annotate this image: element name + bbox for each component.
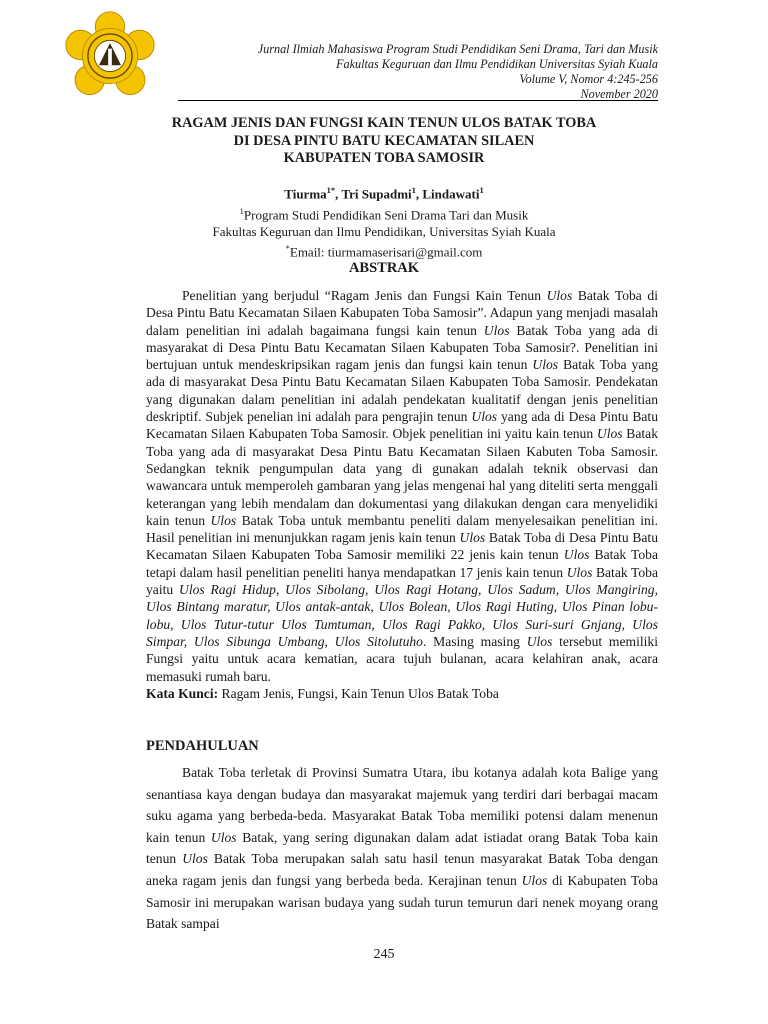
journal-volume: Volume V, Nomor 4:245-256 bbox=[519, 72, 658, 86]
keywords-label: Kata Kunci: bbox=[146, 685, 219, 701]
journal-header bbox=[258, 42, 658, 102]
intro-italic: Ulos bbox=[210, 829, 237, 845]
author-names bbox=[110, 182, 658, 203]
intro-italic: Ulos bbox=[182, 851, 208, 867]
universitas-syiah-kuala-logo bbox=[64, 10, 156, 102]
title-line-1: RAGAM JENIS DAN FUNGSI KAIN TENUN ULOS BATAK TOBA bbox=[171, 115, 597, 131]
journal-date: November 2020 bbox=[580, 87, 658, 101]
abstract-text: Batak Toba untuk membantu peneliti dalam menyelesaikan penelitian ini. Hasil penelitian ini menunjukkan ragam jenis kain tenun bbox=[146, 512, 658, 546]
paper-title bbox=[110, 115, 658, 168]
ulos-types-list: Ulos Ragi Hidup, Ulos Sibolang, Ulos Ragi Hotang, Ulos Sadum, Ulos Mangiring, Ulos Bintang maratur, Ulos antak-antak, Ulos Bolean, Ulos Ragi Huting, Ulos Pinan lobu-lobu, Ulos Tutur-tutur Ulos Tumtuman, Ulos Ragi Pakko, Ulos Suri-suri Gnjang, Ulos Simpar, Ulos Sibunga Umbang, Ulos Sitolutuho bbox=[146, 582, 658, 649]
journal-faculty: Fakultas Keguruan dan Ilmu Pendidikan Universitas Syiah Kuala bbox=[336, 57, 658, 71]
author-email bbox=[110, 240, 658, 261]
email-sup: * bbox=[285, 243, 290, 254]
title-line-3: KABUPATEN TOBA SAMOSIR bbox=[283, 150, 485, 166]
abstract-italic: Ulos bbox=[471, 409, 498, 425]
author-separator: , bbox=[415, 186, 423, 202]
abstract-italic: Ulos bbox=[483, 322, 510, 338]
keywords-text: Ragam Jenis, Fungsi, Kain Tenun Ulos Batak Toba bbox=[218, 685, 499, 701]
affiliation-program bbox=[110, 203, 658, 224]
abstract-text: Batak Toba yang ada di masyarakat Desa Pintu Batu Kecamatan Silaen Kabupaten Toba Samosir. Pendekatan yang digunakan dalam penelitian ini adalah pendekatan kualitatif dengan jenis penelitian deskriptif. Subjek penelian ini adalah para pengrajin tenun bbox=[146, 357, 658, 425]
introduction-paragraph bbox=[146, 762, 658, 935]
author-block bbox=[110, 182, 658, 261]
page-number: 245 bbox=[373, 947, 395, 962]
author-2-sup: 1 bbox=[411, 185, 416, 195]
abstract-italic: Ulos bbox=[596, 426, 623, 442]
abstract-heading: ABSTRAK bbox=[348, 260, 420, 276]
abstract-text: Penelitian yang berjudul “Ragam Jenis dan Fungsi Kain Tenun bbox=[182, 288, 547, 303]
abstract-italic: Ulos bbox=[546, 288, 573, 303]
intro-text: Batak Toba merupakan salah satu hasil tenun masyarakat Batak Toba dengan aneka ragam jenis dan fungsi yang berbeda beda. Kerajinan tenun bbox=[146, 851, 658, 888]
abstract-text: yang ada di Desa Pintu Batu Kecamatan Silaen Kabupaten Toba Samosir. Objek penelitian ini yaitu kain tenun bbox=[146, 409, 658, 442]
email-text: Email: tiurmamaserisari@gmail.com bbox=[289, 244, 483, 260]
abstract-text: Batak Toba yaitu bbox=[146, 564, 658, 598]
intro-text: di Kabupaten Toba Samosir ini merupakan warisan budaya yang sudah turun temurun dari nenek moyang orang Batak sampai bbox=[146, 872, 658, 932]
abstract-italic: Ulos bbox=[459, 530, 486, 546]
abstract-heading-wrap bbox=[110, 260, 658, 277]
abstract-text: Batak Toba tetapi dalam hasil penelitian peneliti hanya mendapatkan 17 jenis kain tenun bbox=[146, 547, 658, 580]
abstract-body bbox=[146, 287, 658, 702]
affiliation-faculty: Fakultas Keguruan dan Ilmu Pendidikan, Universitas Syiah Kuala bbox=[212, 223, 556, 239]
intro-text: Batak, yang sering digunakan dalam adat istiadat orang Batak Toba kain tenun bbox=[146, 829, 658, 867]
abstract-text: . Masing masing bbox=[422, 633, 527, 649]
abstract-text: Batak Toba di Desa Pintu Batu Kecamatan Silaen Kabupaten Toba Samosir”. Adapun yang menjadi masalah dalam penelitian ini adalah bagaimana fungsi kain tenun bbox=[146, 288, 658, 338]
abstract-text: tersebut memiliki Fungsi yaitu untuk acara kematian, acara tujuh bulanan, acara kelahiran anak, acara memasuki rumah baru. bbox=[146, 633, 658, 684]
keywords bbox=[146, 685, 658, 702]
abstract-italic: Ulos bbox=[566, 564, 593, 580]
abstract-text: Batak Toba yang ada di masyarakat Desa Pintu Batu Kecamatan Silaen Kabuten Toba Samosir. Sedangkan teknik pengumpulan data yang di gunakan adalah teknik observasi dan wawancara untuk memperoleh gambaran yang jelas mengenai hal yang diteliti serta menggali keterangan yang lebih mendalam dan dokumentasi yang dilakukan dengan cara menyelidiki kain tenun bbox=[146, 426, 658, 528]
affiliation-sup: 1 bbox=[239, 205, 244, 216]
author-2: Tri Supadmi bbox=[341, 186, 412, 202]
author-3: Lindawati bbox=[422, 186, 480, 202]
author-1: Tiurma bbox=[284, 186, 327, 202]
intro-italic: Ulos bbox=[521, 872, 548, 888]
abstract-paragraph bbox=[146, 287, 658, 685]
affiliation-program-text: Program Studi Pendidikan Seni Drama Tari dan Musik bbox=[243, 207, 529, 223]
author-3-sup: 1 bbox=[479, 185, 484, 195]
introduction-heading: PENDAHULUAN bbox=[146, 738, 259, 754]
abstract-text: Batak Toba yang ada di masyarakat di Desa Pintu Batu Kecamatan Silaen Kabupaten Toba Samosir?. Penelitian ini bertujuan untuk mendeskripsikan ragam jenis dan fungsi kain tenun bbox=[146, 322, 658, 373]
abstract-italic: Ulos bbox=[210, 512, 237, 528]
abstract-italic: Ulos bbox=[526, 633, 553, 649]
abstract-text: Batak Toba di Desa Pintu Batu Kecamatan Silaen Kabupaten Toba Samosir memiliki 22 jenis kain tenun bbox=[146, 530, 658, 563]
title-line-2: DI DESA PINTU BATU KECAMATAN SILAEN bbox=[233, 132, 535, 149]
header-rule bbox=[178, 100, 658, 101]
author-1-sup: 1* bbox=[326, 185, 336, 195]
abstract-italic: Ulos bbox=[563, 547, 590, 563]
author-separator: , bbox=[335, 186, 342, 202]
introduction-body bbox=[146, 762, 658, 935]
journal-name: Jurnal Ilmiah Mahasiswa Program Studi Pendidikan Seni Drama, Tari dan Musik bbox=[257, 42, 658, 56]
intro-text: Batak Toba terletak di Provinsi Sumatra Utara, ibu kotanya adalah kota Balige yang senantiasa kaya dengan budaya dan masyarakat majemuk yang terdiri dari berbagai macam suku agama yang berbeda-beda. Masyarakat Batak Toba memiliki potensi dalam menenun kain tenun bbox=[146, 765, 658, 845]
abstract-italic: Ulos bbox=[532, 357, 559, 373]
